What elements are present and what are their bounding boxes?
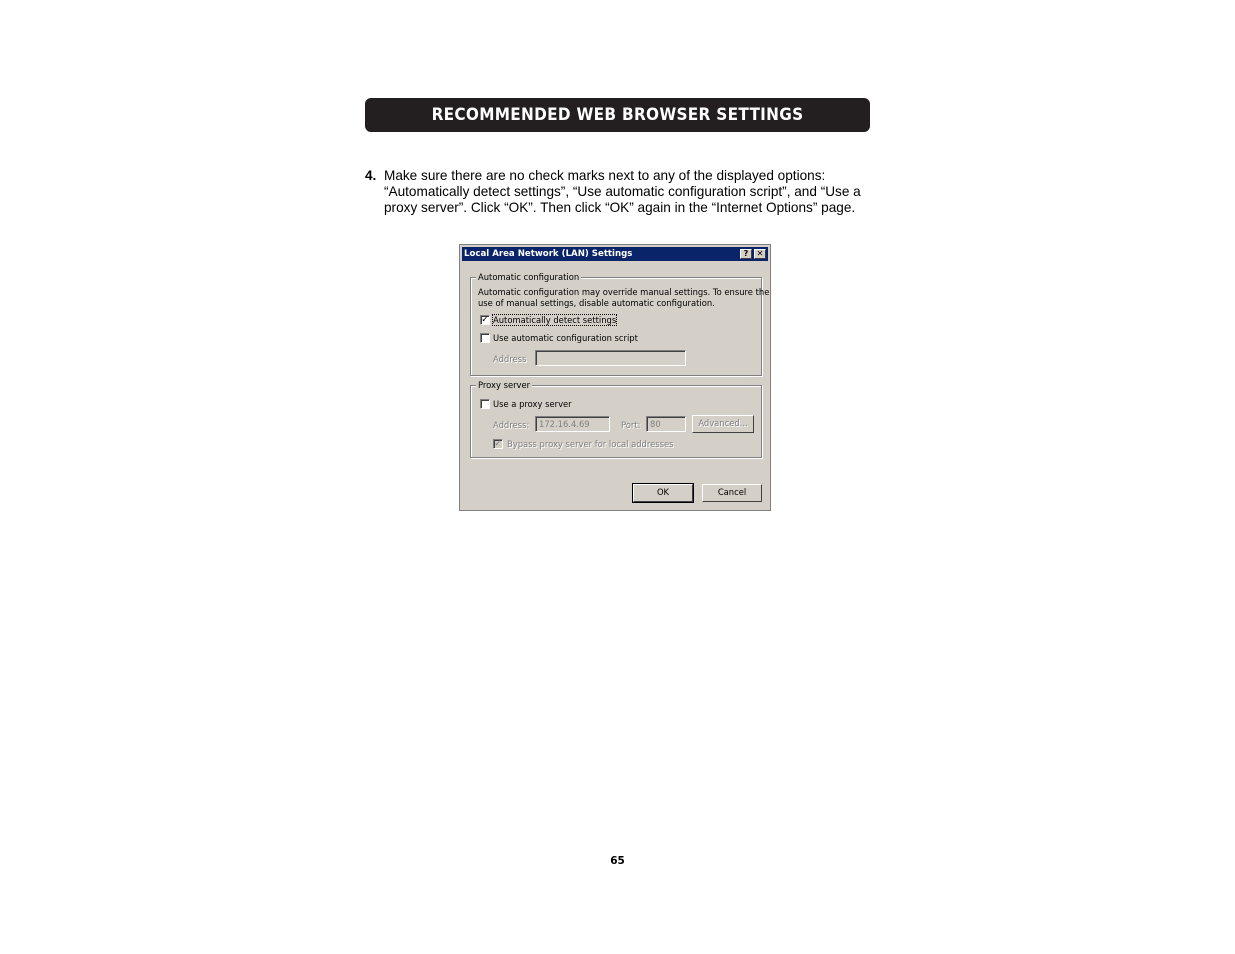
- auto-detect-label[interactable]: Automatically detect settings: [493, 315, 617, 325]
- proxy-server-legend: Proxy server: [478, 380, 531, 390]
- bypass-local-checkbox[interactable]: ✓: [494, 439, 502, 449]
- dialog-title: Local Area Network (LAN) Settings: [464, 249, 633, 259]
- close-button[interactable]: ✕: [754, 249, 766, 259]
- page-number: 65: [610, 855, 625, 867]
- proxy-server-group: [470, 380, 762, 458]
- proxy-address-input[interactable]: 172.16.4.69: [535, 416, 610, 432]
- script-address-input[interactable]: [535, 350, 686, 366]
- section-banner: RECOMMENDED WEB BROWSER SETTINGS: [365, 98, 870, 132]
- help-button[interactable]: ?: [740, 249, 752, 259]
- auto-config-description-1: Automatic configuration may override manual settings. To ensure the: [478, 287, 770, 297]
- proxy-port-input[interactable]: 80: [646, 416, 686, 432]
- ok-button[interactable]: OK: [633, 484, 693, 502]
- advanced-button[interactable]: Advanced...: [692, 415, 754, 433]
- proxy-address-label: Address:: [493, 420, 530, 430]
- lan-settings-dialog: [459, 244, 771, 511]
- use-proxy-checkbox[interactable]: [480, 399, 490, 409]
- cancel-button[interactable]: Cancel: [702, 484, 762, 502]
- bypass-local-label[interactable]: Bypass proxy server for local addresses: [507, 439, 674, 449]
- auto-detect-checkbox[interactable]: ✓: [481, 315, 489, 325]
- proxy-port-label: Port:: [621, 420, 641, 430]
- script-address-label: Address: [493, 354, 527, 364]
- auto-config-description-2: use of manual settings, disable automatic configuration.: [478, 298, 715, 308]
- auto-script-checkbox[interactable]: [480, 333, 490, 343]
- step-text: Make sure there are no check marks next to any of the displayed options: “Automatically detect settings”, “Use automatic configuration script”, and “Use a proxy server”. Click “OK”. Then click “OK” again in the “Internet Options” page.: [384, 168, 861, 215]
- auto-config-group: [470, 272, 770, 376]
- auto-script-label[interactable]: Use automatic configuration script: [493, 333, 638, 343]
- use-proxy-label[interactable]: Use a proxy server: [493, 399, 572, 409]
- instruction-step: [365, 168, 865, 216]
- step-number: 4.: [365, 168, 377, 183]
- auto-config-legend: Automatic configuration: [478, 272, 580, 282]
- dialog-titlebar: [462, 247, 768, 261]
